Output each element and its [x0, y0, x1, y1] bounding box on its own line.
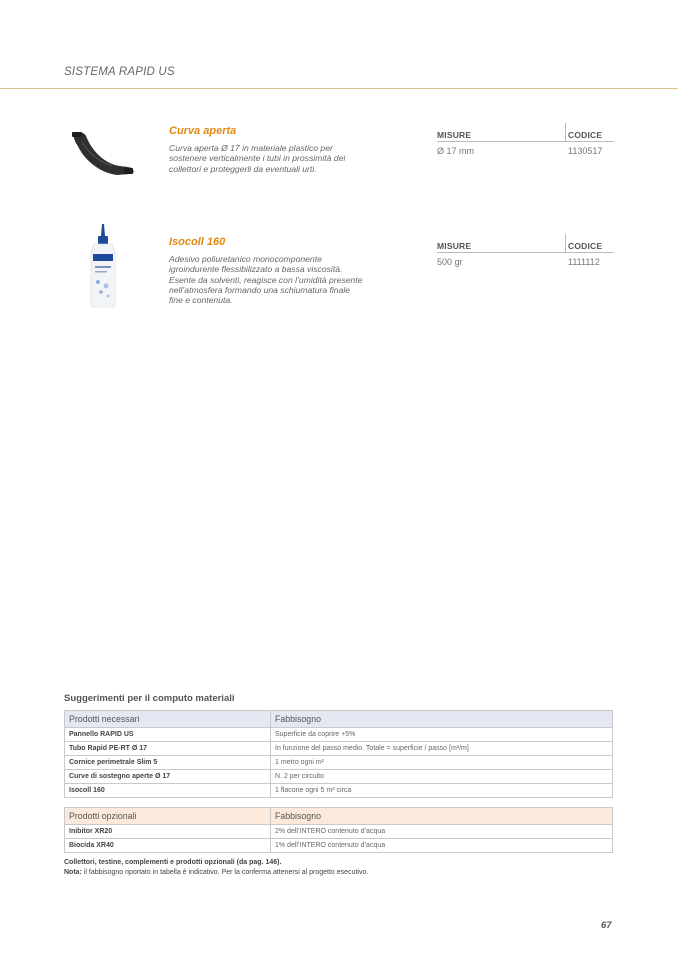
spec-header-codice: CODICE — [568, 241, 603, 251]
header-divider — [0, 88, 678, 89]
suggestions-heading: Suggerimenti per il computo materiali — [64, 693, 235, 704]
table-header-cell: Prodotti necessari — [65, 711, 271, 728]
notes — [64, 858, 368, 878]
spec-value-misure: Ø 17 mm — [437, 146, 475, 156]
table-header-row — [65, 808, 613, 825]
spec-value-row — [437, 142, 614, 158]
table-row — [65, 728, 613, 742]
spec-header-misure: MISURE — [437, 130, 472, 140]
table-row — [65, 784, 613, 798]
table-cell-requirement: 1% dell’INTERO contenuto d’acqua — [271, 839, 613, 853]
spec-header-codice: CODICE — [568, 130, 603, 140]
table-row — [65, 839, 613, 853]
table-cell-product: Pannello RAPID US — [65, 728, 271, 742]
spec-header-row — [437, 239, 614, 253]
spec-value-codice: 1111112 — [568, 257, 600, 267]
note-text: il fabbisogno riportato in tabella è indicativo. Per la conferma attenersi al progetto esecutivo. — [81, 869, 369, 876]
table-cell-product: Cornice perimetrale Slim 5 — [65, 756, 271, 770]
table-header-cell: Fabbisogno — [271, 808, 613, 825]
table-header-row — [65, 711, 613, 728]
table-cell-requirement: In funzione del passo medio. Totale = superficie / passo [m²/m] — [271, 742, 613, 756]
table-cell-product: Biocida XR40 — [65, 839, 271, 853]
table-cell-requirement: 2% dell’INTERO contenuto d’acqua — [271, 825, 613, 839]
table-cell-product: Inibitor XR20 — [65, 825, 271, 839]
spec-column-divider — [565, 123, 566, 142]
product-name: Curva aperta — [169, 125, 237, 137]
spec-column-divider — [565, 234, 566, 253]
curva-aperta-image — [68, 128, 138, 180]
table-cell-requirement: 1 metro ogni m² — [271, 756, 613, 770]
spec-table — [437, 239, 614, 269]
isocoll-bottle-image — [88, 224, 118, 308]
spec-value-row — [437, 253, 614, 269]
table-cell-product: Curve di sostegno aperte Ø 17 — [65, 770, 271, 784]
spec-value-codice: 1130517 — [568, 146, 603, 156]
product-description: Adesivo poliuretanico monocomponente igroindurente flessibilizzato a bassa viscosità. Esente da solventi, reagisce con l’umidità presente nell’atmosfera formando una schiumatura finale fine e contenuta. — [169, 254, 363, 306]
page-section-title: SISTEMA RAPID US — [64, 66, 175, 78]
spec-header-misure: MISURE — [437, 241, 472, 251]
note-line-1: Collettori, testine, complementi e prodotti opzionali (da pag. 146). — [64, 859, 282, 866]
optional-products-table — [64, 807, 613, 853]
spec-header-row — [437, 128, 614, 142]
table-row — [65, 742, 613, 756]
note-label: Nota: — [64, 869, 82, 876]
product-name: Isocoll 160 — [169, 236, 226, 248]
page-number: 67 — [601, 920, 612, 931]
table-cell-requirement: 1 flacone ogni 5 m² circa — [271, 784, 613, 798]
table-row — [65, 756, 613, 770]
table-header-cell: Fabbisogno — [271, 711, 613, 728]
spec-value-misure: 500 gr — [437, 257, 463, 267]
table-cell-product: Isocoll 160 — [65, 784, 271, 798]
product-description: Curva aperta Ø 17 in materiale plastico per sostenere verticalmente i tubi in prossimità dei collettori e proteggerli da eventuali urti. — [169, 143, 346, 174]
table-cell-requirement: Superficie da coprire +5% — [271, 728, 613, 742]
spec-table — [437, 128, 614, 158]
table-header-cell: Prodotti opzionali — [65, 808, 271, 825]
table-row — [65, 770, 613, 784]
table-cell-requirement: N. 2 per circuito — [271, 770, 613, 784]
table-cell-product: Tubo Rapid PE-RT Ø 17 — [65, 742, 271, 756]
table-row — [65, 825, 613, 839]
required-products-table — [64, 710, 613, 798]
